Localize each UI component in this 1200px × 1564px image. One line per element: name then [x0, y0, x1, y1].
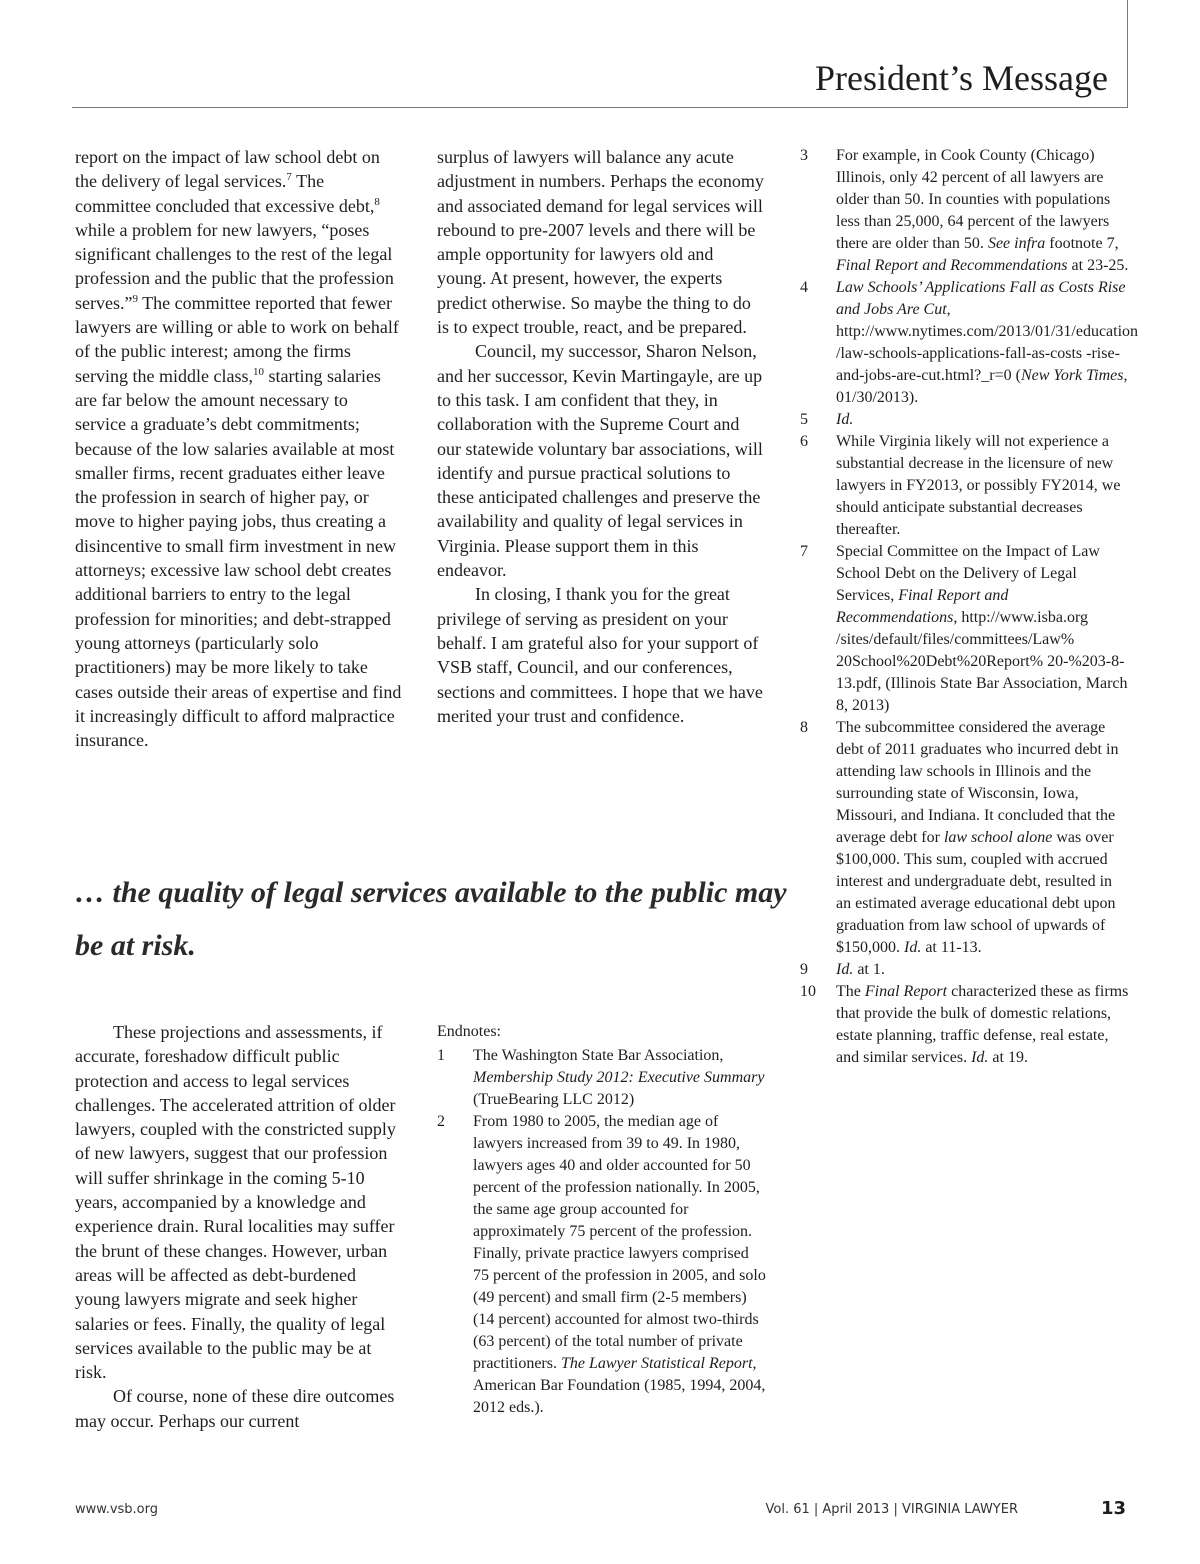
paragraph: These projections and assessments, if accurate, foreshadow difficult public protection and access to legal services challenges. The accelerated attrition of older lawyers, coupled with the constricted supply of new lawyers, suggest that our profession will suffer shrinkage in the coming 5-10 years, accompanied by a knowledge and experience drain. Rural localities may suffer the brunt of these changes. However, urban areas will be affected as debt-burdened young lawyers migrate and seek higher salaries or fees. Finally, the quality of legal services available to the public may be at risk. [75, 1022, 396, 1383]
endnote-number: 2 [437, 1113, 445, 1130]
header-rule [72, 107, 1128, 108]
endnote-number: 6 [800, 433, 808, 450]
endnote-text-run: was over $100,000. This sum, coupled with accrued interest and undergraduate debt, resulted in an estimated average educational debt upon graduation from law school of upwards of $150,000. [836, 829, 1116, 956]
endnote-italic-run: New York Times [1020, 367, 1124, 384]
paragraph: In closing, I thank you for the great privilege of serving as president on your behalf. I am grateful also for your support of VSB staff, Council, and our conferences, sections and committees. I hope that we have merited your trust and confidence. [437, 584, 763, 726]
endnote-italic-run: See infra [987, 235, 1046, 252]
pull-quote: … the quality of legal services available to the public may be at risk. [75, 876, 787, 962]
endnote-number: 8 [800, 719, 808, 736]
endnote-italic-run: Final Report [864, 983, 948, 1000]
endnote-italic-run: Id. [971, 1049, 989, 1066]
endnote [437, 1111, 767, 1419]
endnote-text-run: , American Bar Foundation (1985, 1994, 2004, 2012 eds.). [473, 1355, 766, 1416]
endnote [800, 541, 1130, 717]
endnote [800, 145, 1130, 277]
endnote-italic-run: Id. [836, 411, 854, 428]
endnotes-heading: Endnotes: [437, 1023, 501, 1040]
endnote-text [836, 541, 1130, 717]
endnote-number: 10 [800, 983, 816, 1000]
endnote-italic-run: Final Report and Recommendations [836, 257, 1068, 274]
endnote-text-run: at 19. [988, 1049, 1028, 1066]
endnote-italic-run: Membership Study 2012: Executive Summary [473, 1069, 765, 1086]
endnote-text-run: at 11-13. [921, 939, 982, 956]
endnote-text-run: characterized these as firms that provide the bulk of domestic relations, estate planning, traffic defense, real estate, and similar services. [836, 983, 1129, 1066]
paragraph: report on the impact of law school debt on the delivery of legal services.$^7$ The committee concluded that excessive debt,$^8$ while a problem for new lawyers, “poses significant challenges to the rest of the legal profession and the public that the profession serves.”$^9$ The committee reported that fewer lawyers are willing or able to work on behalf of the public interest; among the firms serving the middle class,$^{10}$ starting salaries are far below the amount necessary to service a graduate’s debt commitments; because of the low salaries available at most smaller firms, recent graduates either leave the profession in search of higher pay, or move to higher paying jobs, thus creating a disincentive to small firm investment in new attorneys; excessive law school debt creates additional barriers to entry to the legal profession for minorities; and debt-strapped young attorneys (particularly solo practitioners) may be more likely to take cases outside their areas of expertise and find it increasingly difficult to afford malpractice insurance. [75, 147, 402, 751]
footnote-ref: 10 [252, 365, 264, 378]
endnote-text-run: The subcommittee considered the average debt of 2011 graduates who incurred debt in attending law schools in Illinois and the surrounding state of Wisconsin, Iowa, Missouri, and Indiana. It concluded that the average debt for [836, 719, 1119, 846]
endnote-text-run: , http://www.nytimes.com/2013/01/31/education /law-schools-applications-fall-as-costs -rise-and-jobs-are-cut.html?_r=0 ( [836, 301, 1139, 384]
column-1-top [75, 145, 403, 752]
paragraph: surplus of lawyers will balance any acute adjustment in numbers. Perhaps the economy and associated demand for legal services will rebound to pre-2007 levels and there will be ample opportunity for lawyers old and young. At present, however, the experts predict otherwise. So maybe the thing to do is to expect trouble, react, and be prepared. [437, 147, 764, 338]
endnote-text-run: For example, in Cook County (Chicago) Illinois, only 42 percent of all lawyers are older than 50. In counties with populations less than 25,000, 64 percent of the lawyers there are older than 50. [836, 147, 1111, 252]
endnote-text-run: at 23-25. [1067, 257, 1129, 274]
endnote-number: 7 [800, 543, 808, 560]
column-1-bottom [75, 1020, 403, 1433]
header-vertical-rule [1127, 0, 1128, 108]
footnote-ref: 8 [374, 195, 380, 208]
endnote-text-run: footnote 7, [1045, 235, 1119, 252]
column-2-top [437, 145, 765, 728]
endnote-number: 4 [800, 279, 808, 296]
endnote-text [836, 145, 1130, 277]
endnote-text-run: (TrueBearing LLC 2012) [473, 1091, 635, 1108]
endnote-italic-run: The Lawyer Statistical Report [560, 1355, 753, 1372]
page-number: 13 [1100, 1498, 1126, 1519]
endnote-number: 5 [800, 411, 808, 428]
endnote-italic-run: Law Schools’ Applications Fall as Costs Rise and Jobs Are Cut [836, 279, 1126, 318]
endnote-text [836, 431, 1130, 541]
endnote-text [473, 1045, 767, 1111]
section-title: President’s Message [815, 58, 1108, 98]
endnote-text-run: at 1. [853, 961, 885, 978]
endnote-text [836, 277, 1139, 409]
endnote-text-run: While Virginia likely will not experience a substantial decrease in the licensure of new lawyers in FY2013, or possibly FY2014, we should anticipate substantial decreases thereafter. [836, 433, 1121, 538]
endnote [800, 717, 1130, 959]
endnote [800, 431, 1130, 541]
endnote [800, 277, 1139, 409]
endnote-text [836, 981, 1130, 1069]
endnote [800, 409, 1130, 431]
endnote-text [473, 1111, 767, 1419]
endnotes-block-1 [437, 1021, 767, 1419]
endnote-italic-run: Final Report and Recommendations [836, 587, 1009, 626]
endnote-italic-run: Id. [836, 961, 854, 978]
endnote-number: 9 [800, 961, 808, 978]
endnote [800, 981, 1130, 1069]
paragraph: Of course, none of these dire outcomes may occur. Perhaps our current [75, 1386, 395, 1431]
endnote-text-run: Special Committee on the Impact of Law School Debt on the Delivery of Legal Services, [836, 543, 1100, 604]
endnote [800, 959, 1130, 981]
endnote-text [836, 409, 1130, 431]
endnote-number: 1 [437, 1047, 445, 1064]
endnote-italic-run: law school alone [943, 829, 1053, 846]
endnote-italic-run: Id. [904, 939, 922, 956]
endnote-text-run: From 1980 to 2005, the median age of lawyers increased from 39 to 49. In 1980, lawyers ages 40 and older accounted for 50 percent of the profession nationally. In 2005, the same age group accounted for approximately 75 percent of the profession. Finally, private practice lawyers comprised 75 percent of the profession in 2005, and solo (49 percent) and small firm (2-5 members) (14 percent) accounted for almost two-thirds (63 percent) of the total number of private practitioners. [473, 1113, 766, 1372]
endnote-text-run: The Washington State Bar Association, [473, 1047, 724, 1064]
footer-issue-info: Vol. 61 | April 2013 | VIRGINIA LAWYER [765, 1502, 1018, 1517]
footnote-ref: 9 [132, 292, 138, 305]
endnote-text [836, 959, 1130, 981]
paragraph: Council, my successor, Sharon Nelson, and her successor, Kevin Martingayle, are up to this task. I am confident that they, in collaboration with the Supreme Court and our statewide voluntary bar associations, will identify and pursue practical solutions to these anticipated challenges and preserve the availability and quality of legal services in Virginia. Please support them in this endeavor. [437, 341, 763, 581]
endnote-text-run: , http://www.isba.org /sites/default/files/committees/Law% 20School%20Debt%20Report% 20-%203-8-13.pdf, (Illinois State Bar Association, March 8, 2013) [836, 609, 1128, 714]
endnote-text-run: The [836, 983, 865, 1000]
endnote-text [836, 717, 1130, 959]
endnote [437, 1045, 767, 1111]
endnote-number: 3 [800, 147, 808, 164]
footer-website: www.vsb.org [75, 1502, 159, 1517]
endnote-text-run: , 01/30/2013). [836, 367, 1128, 406]
footnote-ref: 7 [286, 171, 292, 184]
endnotes-block-2 [800, 145, 1139, 1069]
